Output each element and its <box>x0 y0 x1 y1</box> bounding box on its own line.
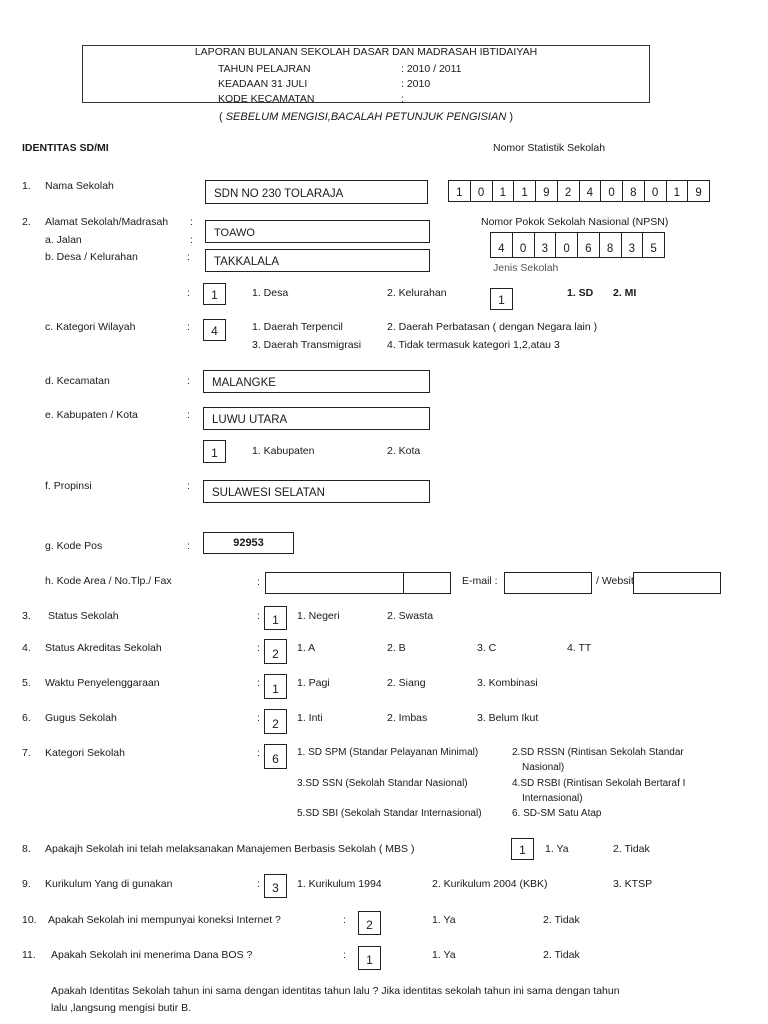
field-label: Kurikulum Yang di gunakan <box>45 878 173 890</box>
village-field[interactable]: TAKKALALA <box>205 249 430 272</box>
website-label: / Websit <box>596 575 634 587</box>
colon: : <box>257 642 260 654</box>
option: 4. TT <box>567 642 592 654</box>
header-value: : 2010 / 2011 <box>401 63 462 75</box>
colon: : <box>257 610 260 622</box>
option: 1. Daerah Terpencil <box>252 321 343 333</box>
option: 2.SD RSSN (Rintisan Sekolah Standar <box>512 747 684 758</box>
option: 5.SD SBI (Sekolah Standar Internasional) <box>297 808 482 819</box>
phone-area-field[interactable] <box>265 572 404 594</box>
nss-digit: 1 <box>667 181 689 201</box>
nss-label: Nomor Statistik Sekolah <box>493 142 606 154</box>
section-title: IDENTITAS SD/MI <box>22 142 109 154</box>
option: 3. Daerah Transmigrasi <box>252 339 362 351</box>
colon: : <box>257 712 260 724</box>
regency-field[interactable]: LUWU UTARA <box>203 407 430 430</box>
nss-digit: 1 <box>493 181 515 201</box>
option: 1. Negeri <box>297 610 340 622</box>
phone-number-field[interactable] <box>403 572 451 594</box>
item-number: 1. <box>22 180 31 192</box>
nss-digit: 0 <box>601 181 623 201</box>
option: Nasional) <box>522 762 565 773</box>
colon: : <box>257 878 260 890</box>
field-label: Status Sekolah <box>48 610 119 622</box>
colon: : <box>343 914 346 926</box>
option-sd: 1. SD <box>567 287 594 299</box>
npsn-digit: 3 <box>622 233 644 257</box>
item-number: 3. <box>22 610 31 622</box>
colon: : <box>187 480 190 492</box>
option: 1. Desa <box>252 287 289 299</box>
regency-type-code[interactable]: 1 <box>203 440 226 463</box>
npsn-digit: 0 <box>513 233 535 257</box>
field-label: Apakajh Sekolah ini telah melaksanakan Manajemen Berbasis Sekolah ( MBS ) <box>45 843 415 855</box>
option: 1. Ya <box>432 949 456 961</box>
nss-digit: 2 <box>558 181 580 201</box>
curriculum-code[interactable]: 3 <box>264 874 287 898</box>
npsn-digit: 0 <box>556 233 578 257</box>
colon: : <box>257 576 260 588</box>
nss-digit: 0 <box>645 181 667 201</box>
header-value: : <box>401 93 404 105</box>
bos-fund-code[interactable]: 1 <box>358 946 381 970</box>
school-type-code[interactable]: 1 <box>490 288 513 310</box>
nss-digit: 1 <box>449 181 471 201</box>
option: 3. KTSP <box>613 878 653 890</box>
colon: : <box>187 540 190 552</box>
nss-digit: 9 <box>695 187 702 199</box>
option: 2. Tidak <box>543 949 580 961</box>
village-type-code[interactable]: 1 <box>203 283 226 305</box>
field-label: Kategori Sekolah <box>45 747 125 759</box>
field-label: a. Jalan <box>45 234 82 246</box>
email-label: E-mail : <box>462 575 498 587</box>
cluster-code[interactable]: 2 <box>264 709 287 734</box>
npsn-digit: 5 <box>650 243 657 255</box>
nss-digit: 8 <box>623 181 645 201</box>
option: 2. Tidak <box>613 843 650 855</box>
colon: : <box>190 234 193 246</box>
option: 1. Kurikulum 1994 <box>297 878 382 890</box>
option: 3. C <box>477 642 497 654</box>
district-field[interactable]: MALANGKE <box>203 370 430 393</box>
option: 2. Kota <box>387 445 421 457</box>
npsn-digit: 8 <box>600 233 622 257</box>
street-field[interactable]: TOAWO <box>205 220 430 243</box>
field-label: Nama Sekolah <box>45 180 114 192</box>
nss-digit: 1 <box>514 181 536 201</box>
postal-code-field[interactable]: 92953 <box>203 532 294 554</box>
item-number: 11. <box>22 949 36 961</box>
item-number: 6. <box>22 712 31 724</box>
field-label: Apakah Sekolah ini menerima Dana BOS ? <box>51 949 253 961</box>
school-category-code[interactable]: 6 <box>264 744 287 769</box>
npsn-digit: 3 <box>535 233 557 257</box>
option: 6. SD-SM Satu Atap <box>512 808 602 819</box>
field-label: Waktu Penyelenggaraan <box>45 677 160 689</box>
item-number: 7. <box>22 747 31 759</box>
field-label: g. Kode Pos <box>45 540 103 552</box>
option: 2. Imbas <box>387 712 428 724</box>
colon: : <box>187 409 190 421</box>
npsn-digit: 4 <box>491 233 513 257</box>
header-label: KODE KECAMATAN <box>218 93 315 105</box>
school-name-field[interactable]: SDN NO 230 TOLARAJA <box>205 180 428 204</box>
option: 2. B <box>387 642 406 654</box>
npsn-digits[interactable] <box>490 232 665 258</box>
header-value: : 2010 <box>401 78 431 90</box>
option: 1. Pagi <box>297 677 330 689</box>
item-number: 5. <box>22 677 31 689</box>
colon: : <box>343 949 346 961</box>
header-label: KEADAAN 31 JULI <box>218 78 308 90</box>
nss-digit: 4 <box>580 181 602 201</box>
option: 2. Kurikulum 2004 (KBK) <box>432 878 548 890</box>
note-text: SEBELUM MENGISI,BACALAH PETUNJUK PENGISIAN <box>225 111 507 123</box>
colon: : <box>190 216 193 228</box>
item-number: 9. <box>22 878 31 890</box>
paren-open: ( <box>218 111 226 123</box>
region-category-code[interactable]: 4 <box>203 319 226 341</box>
school-status-code[interactable]: 1 <box>264 606 287 630</box>
option: 1. Ya <box>432 914 456 926</box>
option: 2. Tidak <box>543 914 580 926</box>
npsn-label: Nomor Pokok Sekolah Nasional (NPSN) <box>481 216 669 228</box>
nss-digit: 0 <box>471 181 493 201</box>
option: Internasional) <box>522 793 583 804</box>
colon: : <box>187 321 190 333</box>
colon: : <box>257 747 260 759</box>
item-number: 10. <box>22 914 37 926</box>
option: 2. Kelurahan <box>387 287 447 299</box>
paren-close: ) <box>506 111 514 123</box>
option: 3. Belum Ikut <box>477 712 539 724</box>
item-number: 2. <box>22 216 31 228</box>
item-number: 8. <box>22 843 31 855</box>
option: 4. Tidak termasuk kategori 1,2,atau 3 <box>387 339 560 351</box>
option: 1. Kabupaten <box>252 445 315 457</box>
colon: : <box>187 375 190 387</box>
option: 1. Ya <box>545 843 569 855</box>
accreditation-code[interactable]: 2 <box>264 639 287 664</box>
option: 4.SD RSBI (Rintisan Sekolah Bertaraf I <box>512 778 686 789</box>
email-field[interactable] <box>504 572 592 594</box>
field-label: Apakah Sekolah ini mempunyai koneksi Internet ? <box>48 914 281 926</box>
option: 1. Inti <box>297 712 323 724</box>
instruction-note <box>82 110 650 124</box>
colon: : <box>257 677 260 689</box>
field-label: c. Kategori Wilayah <box>45 321 136 333</box>
field-label: d. Kecamatan <box>45 375 110 387</box>
item-number: 4. <box>22 642 31 654</box>
option-mi: 2. MI <box>613 287 637 299</box>
field-label: Alamat Sekolah/Madrasah <box>45 216 169 228</box>
mbs-code[interactable]: 1 <box>511 838 534 860</box>
colon: : <box>187 251 190 263</box>
option: 3. Kombinasi <box>477 677 538 689</box>
option: 3.SD SSN (Sekolah Standar Nasional) <box>297 778 468 789</box>
option: 2. Daerah Perbatasan ( dengan Negara lain ) <box>387 321 598 333</box>
field-label: Gugus Sekolah <box>45 712 117 724</box>
footer-note: lalu ,langsung mengisi butir B. <box>51 1002 192 1014</box>
website-field[interactable] <box>633 572 721 594</box>
report-title: LAPORAN BULANAN SEKOLAH DASAR DAN MADRASAH IBTIDAIYAH <box>194 46 538 58</box>
footer-note: Apakah Identitas Sekolah tahun ini sama dengan identitas tahun lalu ? Jika identitas sekolah tahun ini sama dengan tahun <box>51 985 620 997</box>
colon: : <box>187 287 190 299</box>
option: 2. Siang <box>387 677 426 689</box>
schedule-code[interactable]: 1 <box>264 674 287 699</box>
npsn-digit: 6 <box>578 233 600 257</box>
option: 1. SD SPM (Standar Pelayanan Minimal) <box>297 747 479 758</box>
internet-code[interactable]: 2 <box>358 911 381 935</box>
field-label: e. Kabupaten / Kota <box>45 409 138 421</box>
header-label: TAHUN PELAJRAN <box>218 63 311 75</box>
option: 2. Swasta <box>387 610 434 622</box>
field-label: f. Propinsi <box>45 480 92 492</box>
field-label: h. Kode Area / No.Tlp./ Fax <box>45 575 172 587</box>
field-label: Status Akreditas Sekolah <box>45 642 162 654</box>
nss-digit: 9 <box>536 181 558 201</box>
field-label: b. Desa / Kelurahan <box>45 251 138 263</box>
option: 1. A <box>297 642 316 654</box>
nss-digits[interactable] <box>448 180 710 202</box>
province-field[interactable]: SULAWESI SELATAN <box>203 480 430 503</box>
school-type-label: Jenis Sekolah <box>493 262 559 274</box>
